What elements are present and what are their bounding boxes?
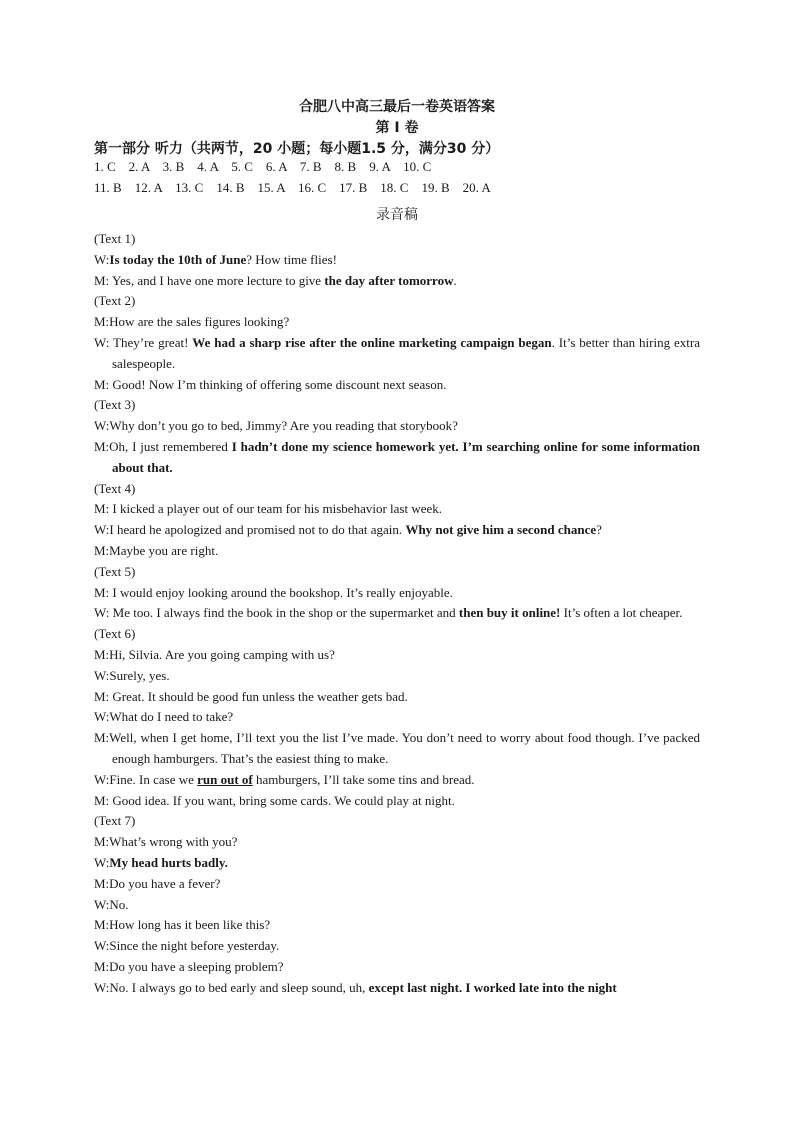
transcript-line <box>94 499 700 520</box>
recording-heading: 录音稿 <box>376 207 418 223</box>
line-text: (Text 3) <box>94 397 136 413</box>
transcript-line <box>94 853 700 874</box>
line-text: (Text 2) <box>94 293 136 309</box>
line-text: M:What’s wrong with you? <box>94 834 238 850</box>
line-text: W:What do I need to take? <box>94 709 234 725</box>
line-text: M:How are the sales figures looking? <box>94 314 290 330</box>
line-text: . It’s better than hiring extra salespeople. <box>112 334 700 371</box>
line-text: W: <box>94 854 110 870</box>
transcript-line <box>94 375 700 396</box>
transcript-line <box>94 728 700 770</box>
line-text: M:Do you have a fever? <box>94 875 221 891</box>
line-text: M:How long has it been like this? <box>94 917 271 933</box>
emphasis-text: I hadn’t done my science homework yet. I’m searching online for some information about that. <box>112 438 700 475</box>
transcript-line <box>94 333 700 375</box>
emphasis-text <box>197 772 253 787</box>
transcript-line <box>94 541 700 562</box>
volume-heading: 第 I 卷 <box>375 120 419 136</box>
line-text: (Text 4) <box>94 480 136 496</box>
document-title: 合肥八中高三最后一卷英语答案 <box>299 99 495 115</box>
transcript <box>94 229 700 998</box>
line-text: ? How time flies! <box>246 251 337 267</box>
transcript-line <box>94 791 700 812</box>
transcript-line <box>94 895 700 916</box>
line-text: W:Since the night before yesterday. <box>94 938 280 954</box>
transcript-line <box>94 770 700 791</box>
transcript-line <box>94 624 700 645</box>
line-text: M: Good! Now I’m thinking of offering some discount next season. <box>94 376 447 392</box>
line-text: W:No. <box>94 896 129 912</box>
line-text: It’s often a lot cheaper. <box>560 605 683 621</box>
line-text: M: Great. It should be good fun unless the weather gets bad. <box>94 688 408 704</box>
line-text: M:Hi, Silvia. Are you going camping with us? <box>94 646 335 662</box>
line-text: M: Yes, and I have one more lecture to give <box>94 272 325 288</box>
transcript-line <box>94 291 700 312</box>
line-text: hamburgers, I’ll take some tins and bread. <box>252 771 475 787</box>
line-text: W:No. I always go to bed early and sleep sound, uh, <box>94 979 369 995</box>
transcript-line <box>94 666 700 687</box>
emphasis-text: then buy it online! <box>458 605 561 621</box>
transcript-line <box>94 915 700 936</box>
line-text: (Text 1) <box>94 231 136 246</box>
transcript-line <box>94 978 700 999</box>
answer-row-2: 11. B 12. A 13. C 14. B 15. A 16. C 17. B 18. C 19. B 20. A <box>94 180 491 195</box>
transcript-line <box>94 479 700 500</box>
line-text: W:Why don’t you go to bed, Jimmy? Are you reading that storybook? <box>94 418 458 434</box>
transcript-line <box>94 416 700 437</box>
line-text: (Text 6) <box>94 626 136 642</box>
transcript-line <box>94 562 700 583</box>
transcript-line <box>94 583 700 604</box>
line-text: M:Do you have a sleeping problem? <box>94 958 284 974</box>
emphasis-text: except last night. I worked late into the night <box>368 979 617 995</box>
line-text: M: Good idea. If you want, bring some cards. We could play at night. <box>94 792 455 808</box>
answer-row-1: 1. C 2. A 3. B 4. A 5. C 6. A 7. B 8. B 9. A 10. C <box>94 159 432 174</box>
transcript-line <box>94 645 700 666</box>
emphasis-text: Why not give him a second chance <box>405 522 597 538</box>
transcript-line <box>94 395 700 416</box>
line-text: M:Well, when I get home, I’ll text you the list I’ve made. You don’t need to worry about food though. I’ve packed enough hamburgers. That’s the easiest thing to make. <box>94 730 700 766</box>
transcript-line <box>94 312 700 333</box>
line-text: (Text 5) <box>94 563 136 579</box>
line-text: W:I heard he apologized and promised not to do that again. <box>94 522 406 538</box>
transcript-line <box>94 229 700 250</box>
transcript-line <box>94 936 700 957</box>
transcript-line <box>94 603 700 624</box>
transcript-line <box>94 520 700 541</box>
transcript-line <box>94 811 700 832</box>
transcript-line <box>94 687 700 708</box>
line-text: (Text 7) <box>94 813 136 829</box>
transcript-line <box>94 957 700 978</box>
transcript-line <box>94 832 700 853</box>
transcript-line <box>94 437 700 479</box>
transcript-line <box>94 250 700 271</box>
line-text: W: Me too. I always find the book in the shop or the supermarket and <box>94 605 459 621</box>
line-text: . <box>453 272 457 288</box>
line-text: M: I would enjoy looking around the bookshop. It’s really enjoyable. <box>94 584 453 600</box>
transcript-line <box>94 707 700 728</box>
emphasis-text: the day after tomorrow <box>324 272 454 288</box>
line-text: W:Fine. In case we <box>94 771 198 787</box>
emphasis-underline: run out of <box>197 771 253 787</box>
transcript-line <box>94 271 700 292</box>
emphasis-text: Is today the 10th of June <box>109 251 247 267</box>
emphasis-text: We had a sharp rise after the online marketing campaign began <box>192 334 552 350</box>
line-text: M:Oh, I just remembered <box>94 438 232 454</box>
line-text: M: I kicked a player out of our team for his misbehavior last week. <box>94 501 443 517</box>
line-text: W: <box>94 251 110 267</box>
emphasis-text: My head hurts badly. <box>109 854 228 870</box>
line-text: M:Maybe you are right. <box>94 542 219 558</box>
transcript-line <box>94 874 700 895</box>
section-heading: 第一部分 听力（共两节，20 小题；每小题1.5 分，满分30 分） <box>94 141 500 157</box>
line-text: ? <box>596 522 602 538</box>
line-text: W:Surely, yes. <box>94 667 170 683</box>
line-text: W: They’re great! <box>94 334 193 350</box>
